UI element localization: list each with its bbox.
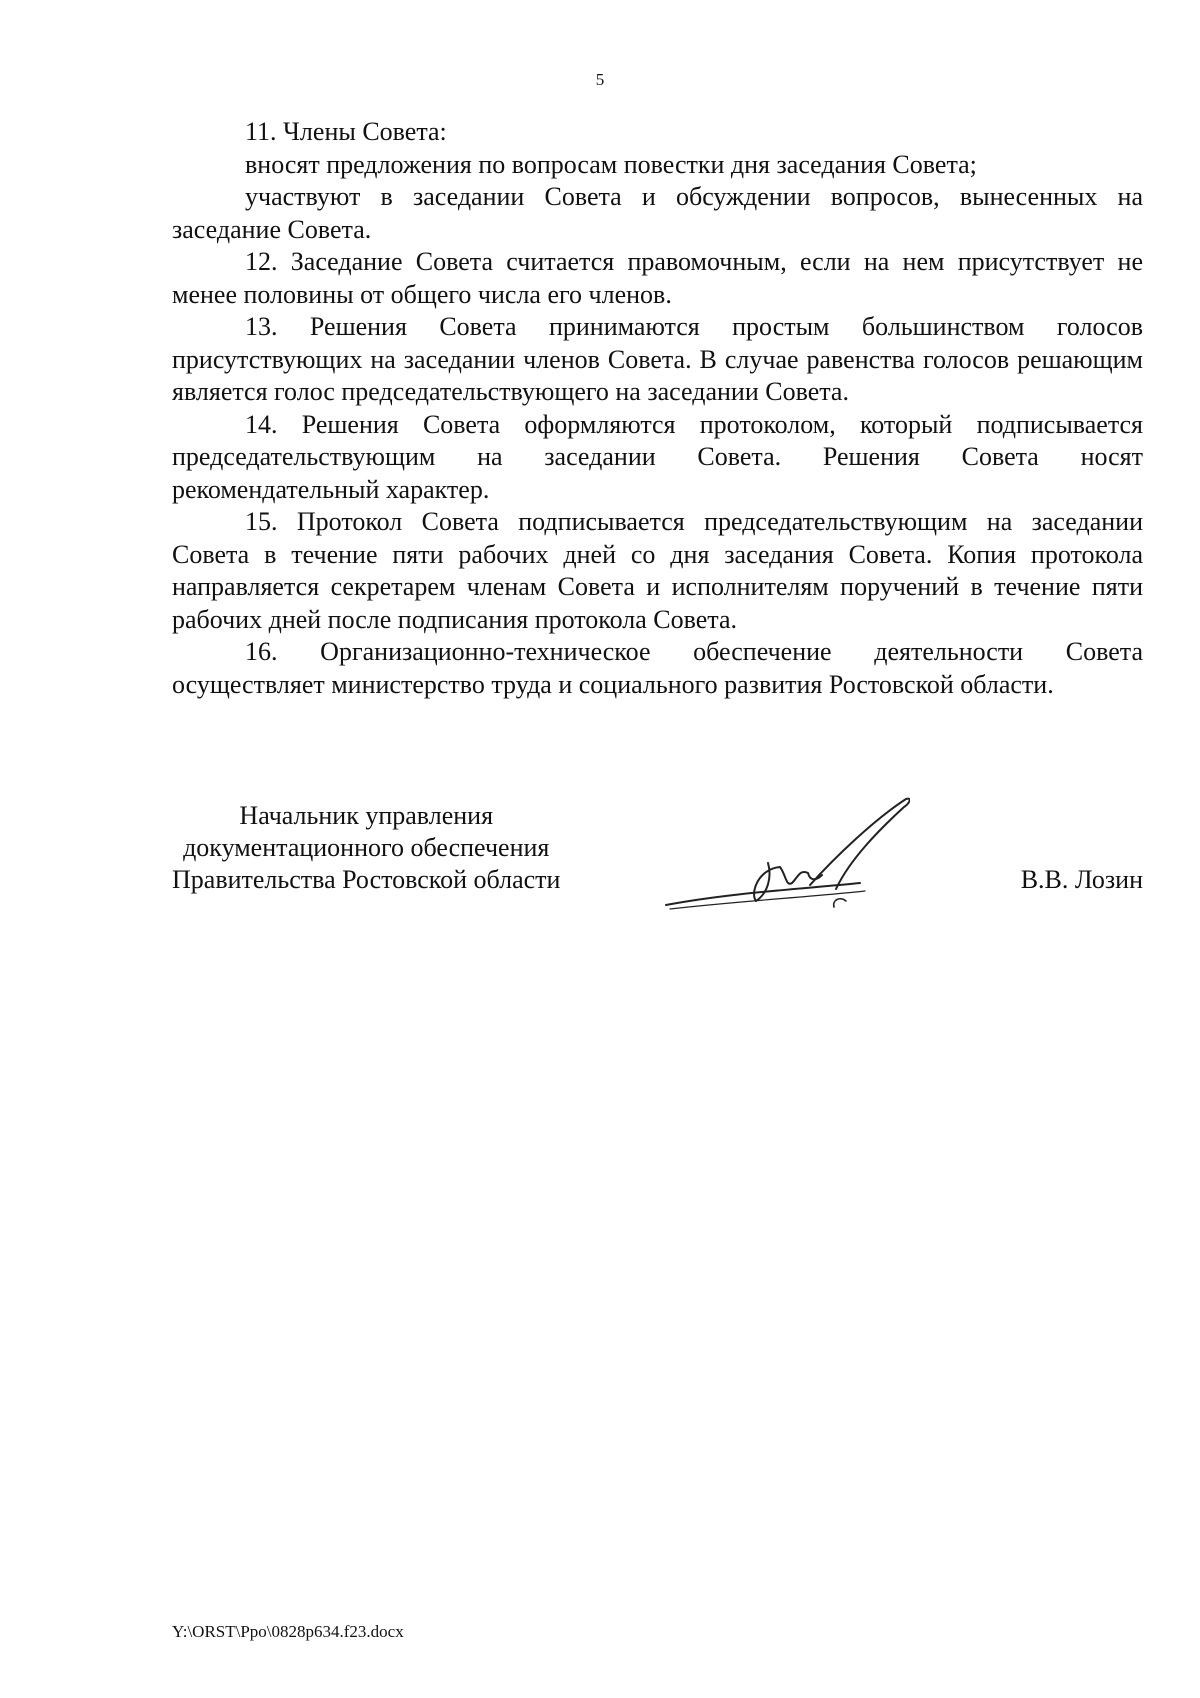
file-path-footer: Y:\ORST\Ppo\0828p634.f23.docx [172,1622,404,1641]
paragraph-15: 15. Протокол Совета подписывается председательствующим на заседании Совета в течение пяти рабочих дней со дня заседания Совета. Копия протокола направляется секретарем членам Совета и исполнителям поручений в течение пяти рабочих дней после подписания протокола Совета. [172,507,1143,634]
handwritten-signature [660,797,910,917]
paragraph-12: 12. Заседание Совета считается правомочным, если на нем присутствует не менее половины от общего числа его членов. [172,247,1143,309]
paragraph-11: 11. Члены Совета: [245,117,447,146]
paragraph-16: 16. Организационно-техническое обеспечение деятельности Совета осуществляет министерство труда и социального развития Ростовской области. [172,637,1143,699]
document-body [172,116,1143,701]
signer-name: В.В. Лозин [1020,865,1143,894]
signer-title-line: документационного обеспечения [183,833,550,862]
signature-block [172,800,1143,930]
paragraph-14: 14. Решения Совета оформляются протоколом, который подписывается председательствующим на заседании Совета. Решения Совета носят рекомендательный характер. [172,409,1143,504]
paragraph-11-item-1: вносят предложения по вопросам повестки дня заседания Совета; [245,149,977,179]
paragraph-13: 13. Решения Совета принимаются простым большинством голосов присутствующих на заседании членов Совета. В случае равенства голосов решающим является голос председательствующего на заседании Совета. [172,312,1143,406]
signer-title-line: Начальник управления [239,801,494,830]
signer-title-line: Правительства Ростовской области [172,865,561,894]
paragraph-11-item-2: участвуют в заседании Совета и обсуждении вопросов, вынесенных на заседание Совета. [172,182,1143,244]
page-number: 5 [595,70,605,89]
signer-title [172,800,560,896]
